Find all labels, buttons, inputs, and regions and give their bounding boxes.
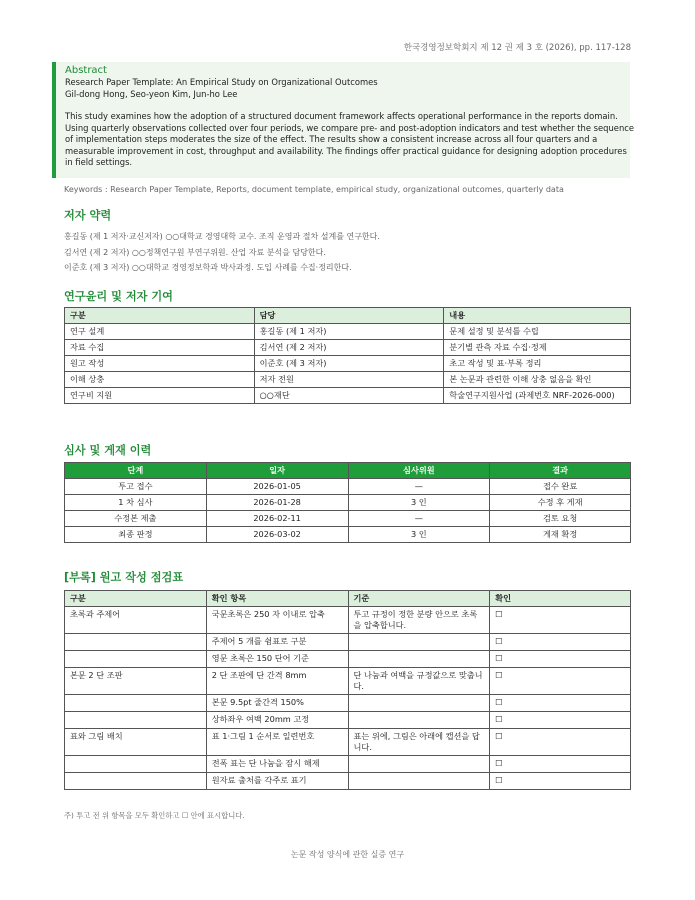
- table-row: [65, 712, 631, 729]
- table-header-row: [65, 308, 631, 324]
- checkbox[interactable]: ☐: [490, 712, 631, 729]
- table-cell: [65, 712, 207, 729]
- table-row: [65, 324, 631, 340]
- table-cell: 본문 2 단 조판: [65, 668, 207, 695]
- table-cell: 투고 규정이 정한 분량 안으로 초록을 압축합니다.: [348, 607, 490, 634]
- checklist-section-title: [부록] 원고 작성 점검표: [64, 571, 184, 584]
- column-header: 확인 항목: [206, 591, 348, 607]
- page-footer: 논문 작성 양식에 관한 실증 연구: [290, 850, 405, 859]
- table-cell: 2026-01-05: [206, 479, 348, 495]
- table-cell: 홍길동 (제 1 저자): [254, 324, 444, 340]
- column-header: 담당: [254, 308, 444, 324]
- column-header: 심사위원: [348, 463, 490, 479]
- column-header: 결과: [490, 463, 631, 479]
- column-header: 구분: [65, 308, 255, 324]
- table-cell: 3 인: [348, 527, 490, 543]
- author-section-title: 저자 약력: [64, 209, 112, 222]
- table-cell: ○○재단: [254, 388, 444, 404]
- review-history-table: [64, 462, 631, 543]
- table-cell: 접수 완료: [490, 479, 631, 495]
- table-cell: 3 인: [348, 495, 490, 511]
- checkbox[interactable]: ☐: [490, 729, 631, 756]
- table-row: [65, 388, 631, 404]
- checkbox[interactable]: ☐: [490, 651, 631, 668]
- table-cell: 영문 초록은 150 단어 기준: [206, 651, 348, 668]
- table-cell: 김서연 (제 2 저자): [254, 340, 444, 356]
- checkbox[interactable]: ☐: [490, 773, 631, 790]
- table-cell: 본문 9.5pt 줄간격 150%: [206, 695, 348, 712]
- table-cell: 2026-01-28: [206, 495, 348, 511]
- table-cell: 초록과 주제어: [65, 607, 207, 634]
- table-cell: [348, 695, 490, 712]
- table-cell: 연구 설계: [65, 324, 255, 340]
- author-entry: 홍길동 (제 1 저자·교신저자) ○○대학교 경영대학 교수. 조직 운영과 절차 설계를 연구한다.: [64, 232, 380, 241]
- column-header: 구분: [65, 591, 207, 607]
- table-row: [65, 607, 631, 634]
- table-cell: 표 1·그림 1 순서로 일련번호: [206, 729, 348, 756]
- table-row: [65, 756, 631, 773]
- abstract-body: This study examines how the adoption of a structured document framework affects operational performance in the reports domain. Using quarterly observations collected over four periods, we compare pre- and post-adoption indicators and test whether the sequence of implementation steps moderates the size of the effect. The results show a consistent increase across all four quarters and a measurable improvement in cost, throughput and availability. The findings offer practical guidance for designing adoption procedures in field settings.: [65, 111, 635, 167]
- table-cell: 문제 설정 및 분석틀 수립: [444, 324, 631, 340]
- checklist-table: [64, 590, 631, 790]
- table-cell: —: [348, 479, 490, 495]
- running-head: 한국경영정보학회지 제 12 권 제 3 호 (2026), pp. 117-128: [403, 43, 631, 53]
- table-row: [65, 372, 631, 388]
- table-row: [65, 729, 631, 756]
- table-cell: 국문초록은 250 자 이내로 압축: [206, 607, 348, 634]
- table-cell: 주제어 5 개를 쉼표로 구분: [206, 634, 348, 651]
- table-row: [65, 651, 631, 668]
- table-cell: 1 차 심사: [65, 495, 207, 511]
- table-cell: [348, 773, 490, 790]
- table-header-row: [65, 463, 631, 479]
- table-cell: 2 단 조판에 단 간격 8mm: [206, 668, 348, 695]
- table-cell: [65, 695, 207, 712]
- table-cell: 학술연구지원사업 (과제번호 NRF-2026-000): [444, 388, 631, 404]
- table-row: [65, 356, 631, 372]
- table-cell: 자료 수집: [65, 340, 255, 356]
- table-cell: —: [348, 511, 490, 527]
- table-header-row: [65, 591, 631, 607]
- table-row: [65, 527, 631, 543]
- table-cell: 게재 확정: [490, 527, 631, 543]
- table-cell: 상하좌우 여백 20mm 고정: [206, 712, 348, 729]
- keywords: Keywords : Research Paper Template, Reports, document template, empirical study, organizational outcomes, quarterly data: [64, 185, 564, 194]
- author-entry: 김서연 (제 2 저자) ○○정책연구원 부연구위원. 산업 자료 분석을 담당한다.: [64, 247, 326, 257]
- table-cell: 초고 작성 및 표·부록 정리: [444, 356, 631, 372]
- checkbox[interactable]: ☐: [490, 756, 631, 773]
- table-cell: [65, 634, 207, 651]
- table-cell: [65, 651, 207, 668]
- table-cell: [348, 756, 490, 773]
- table-note: 주) 투고 전 위 항목을 모두 확인하고 ☐ 안에 표시합니다.: [64, 811, 245, 820]
- author-list: [64, 229, 380, 276]
- ethics-table: [64, 307, 631, 404]
- checkbox[interactable]: ☐: [490, 634, 631, 651]
- table-cell: 이해 상충: [65, 372, 255, 388]
- checkbox[interactable]: ☐: [490, 695, 631, 712]
- table-cell: 2026-02-11: [206, 511, 348, 527]
- table-cell: 2026-03-02: [206, 527, 348, 543]
- checkbox[interactable]: ☐: [490, 668, 631, 695]
- column-header: 기준: [348, 591, 490, 607]
- table-cell: 연구비 지원: [65, 388, 255, 404]
- table-cell: 표는 위에, 그림은 아래에 캡션을 답니다.: [348, 729, 490, 756]
- checkbox[interactable]: ☐: [490, 607, 631, 634]
- table-cell: 투고 접수: [65, 479, 207, 495]
- column-header: 일자: [206, 463, 348, 479]
- table-cell: 단 나눔과 여백을 규정값으로 맞춥니다.: [348, 668, 490, 695]
- table-cell: [65, 756, 207, 773]
- column-header: 확인: [490, 591, 631, 607]
- table-cell: [65, 773, 207, 790]
- table-cell: [348, 634, 490, 651]
- table-cell: 분기별 관측 자료 수집·정제: [444, 340, 631, 356]
- table-cell: 수정본 제출: [65, 511, 207, 527]
- table-cell: 원고 작성: [65, 356, 255, 372]
- table-row: [65, 511, 631, 527]
- table-cell: [348, 651, 490, 668]
- table-row: [65, 773, 631, 790]
- abstract-heading: Abstract: [65, 65, 107, 76]
- table-row: [65, 668, 631, 695]
- table-cell: 최종 판정: [65, 527, 207, 543]
- table-cell: [348, 712, 490, 729]
- column-header: 내용: [444, 308, 631, 324]
- author-entry: 이준호 (제 3 저자) ○○대학교 경영정보학과 박사과정. 도입 사례를 수집·정리한다.: [64, 263, 352, 272]
- table-cell: 이준호 (제 3 저자): [254, 356, 444, 372]
- abstract-title: Research Paper Template: An Empirical Study on Organizational Outcomes: [65, 77, 378, 87]
- review-section-title: 심사 및 게재 이력: [64, 444, 152, 457]
- table-row: [65, 695, 631, 712]
- table-cell: 전폭 표는 단 나눔을 잠시 해제: [206, 756, 348, 773]
- table-row: [65, 479, 631, 495]
- table-cell: 본 논문과 관련한 이해 상충 없음을 확인: [444, 372, 631, 388]
- table-row: [65, 495, 631, 511]
- table-cell: 검토 요청: [490, 511, 631, 527]
- abstract-authors: Gil-dong Hong, Seo-yeon Kim, Jun-ho Lee: [65, 88, 238, 99]
- table-cell: 표와 그림 배치: [65, 729, 207, 756]
- table-cell: 원자료 출처를 각주로 표기: [206, 773, 348, 790]
- ethics-section-title: 연구윤리 및 저자 기여: [64, 290, 173, 303]
- abstract-box: [52, 62, 635, 178]
- table-cell: 저자 전원: [254, 372, 444, 388]
- table-cell: 수정 후 게재: [490, 495, 631, 511]
- column-header: 단계: [65, 463, 207, 479]
- table-row: [65, 340, 631, 356]
- table-row: [65, 634, 631, 651]
